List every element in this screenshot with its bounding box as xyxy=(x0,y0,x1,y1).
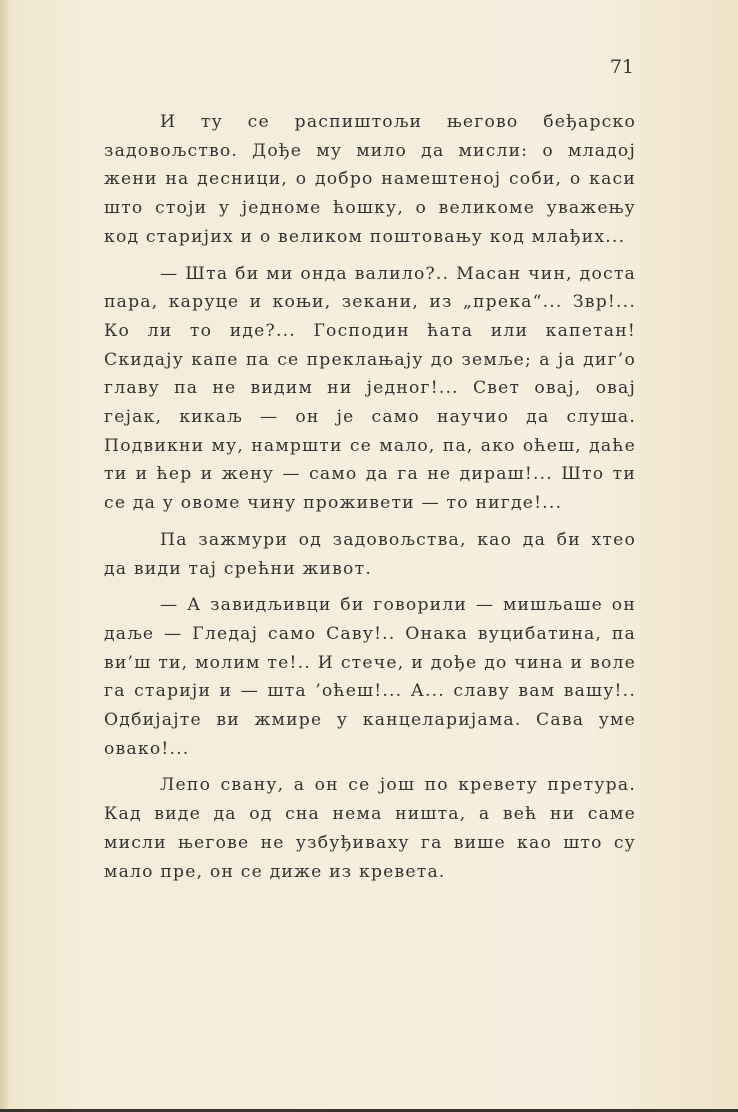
body-text xyxy=(104,108,636,894)
paragraph: И ту се распиштољи његово беђарско задовољство. Дође му мило да мисли: о младој жени на десници, о добро намештеној соби, о каси што стоји у једноме ћошку, о великоме уважењу код старијих и о великом поштовању код млађих... xyxy=(104,112,636,247)
paragraph: Лепо свану, а он се још по кревету претура. Кад виде да од сна нема ништа, а већ ни саме мисли његове не узбуђиваху га више као што су мало пре, он се диже из кревета. xyxy=(104,775,636,882)
gutter-shadow xyxy=(0,0,10,1112)
paragraph: — Шта би ми онда валило?.. Масан чин, доста пара, каруце и коњи, зекани, из „прека“... Звр!... Ко ли то иде?... Господин ћата или капетан! Скидају капе па се преклањају до земље; а ја диг’о главу па не видим ни једног!... Свет овај, овај гејак, кикаљ — он је само научио да слуша. Подвикни му, намршти се мало, па, ако оћеш, даће ти и ћер и жену — само да га не дираш!... Што ти се да у овоме чину проживети — то нигде!... xyxy=(104,263,636,514)
paragraph: Па зажмури од задовољства, као да би хтео да види тај срећни живот. xyxy=(104,529,636,579)
paragraph: — А завидљивци би говорили — мишљаше он даље — Гледај само Саву!.. Онака вуцибатина, па ви’ш ти, молим те!.. И стече, и дође до чина и воле га старији и — шта ’оћеш!... А... славу вам вашу!.. Одбијајте ви жмире у канцеларијама. Сава уме овако!... xyxy=(104,595,636,759)
page-number: 71 xyxy=(609,56,634,78)
